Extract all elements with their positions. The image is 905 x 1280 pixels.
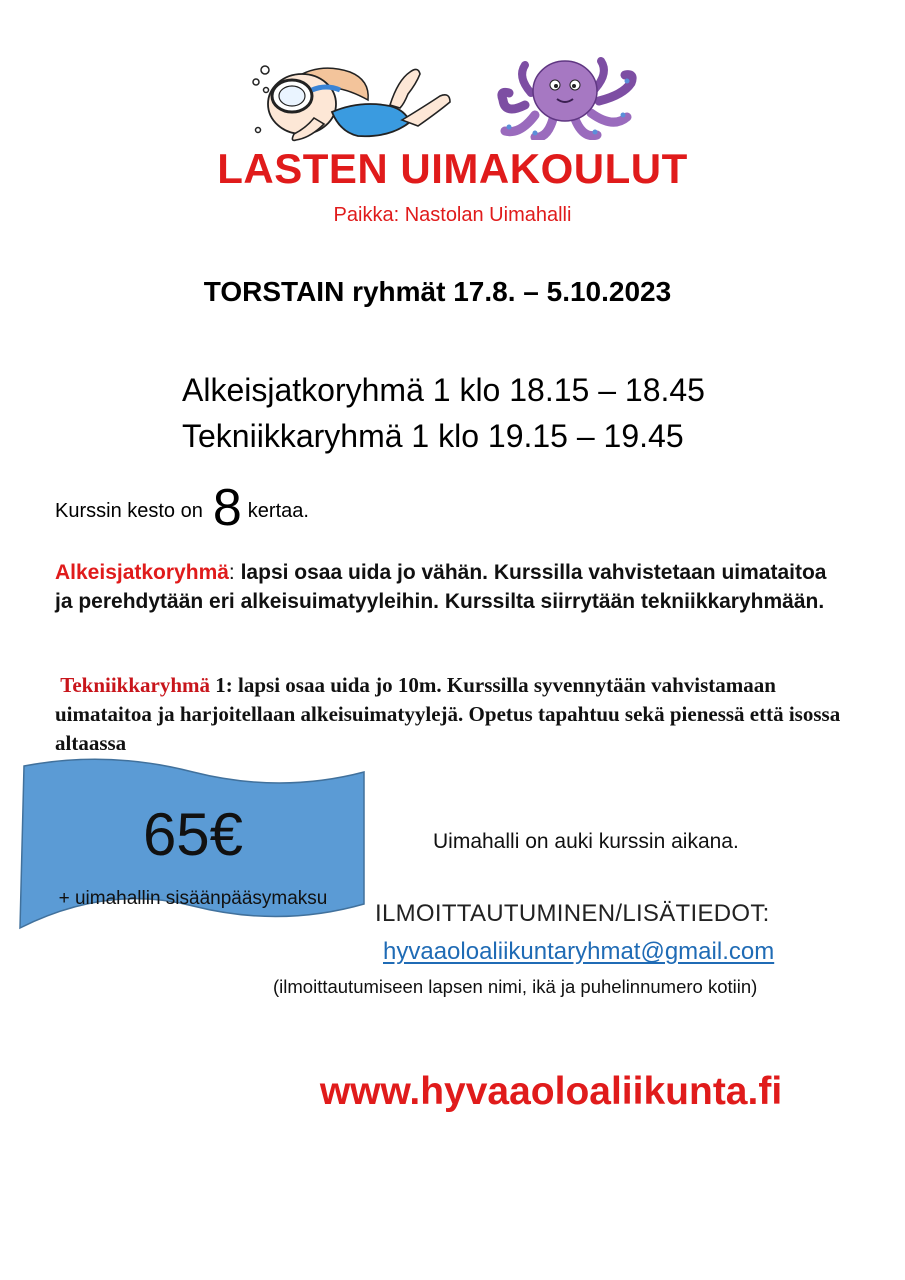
swimming-child-icon <box>240 60 455 145</box>
place-subtitle: Paikka: Nastolan Uimahalli <box>333 204 572 226</box>
beginner-colon: : <box>228 561 235 584</box>
registration-heading: ILMOITTAUTUMINEN/LISÄTIEDOT: <box>375 900 770 927</box>
technique-description <box>55 671 855 758</box>
duration-suffix: kertaa. <box>247 500 309 522</box>
price-value: 65€ <box>142 801 244 868</box>
schedule-group-technique: Tekniikkaryhmä 1 klo 19.15 – 19.45 <box>182 418 684 454</box>
page-title: LASTEN UIMAKOULUT <box>217 145 688 192</box>
schedule-heading: TORSTAIN ryhmät 17.8. – 5.10.2023 <box>203 276 672 307</box>
registration-note: (ilmoittautumiseen lapsen nimi, ikä ja puhelinnumero kotiin) <box>273 976 758 997</box>
price-banner <box>18 758 368 933</box>
beginner-description <box>55 558 845 616</box>
email-link[interactable]: hyvaaoloaliikuntaryhmat@gmail.com <box>383 938 775 965</box>
technique-text: 1: lapsi osaa uida jo 10m. Kurssilla syvennytään vahvistamaan uimataitoa ja harjoitellaan alkeisuimatyylejä. Opetus tapahtuu sekä pienessä että isossa altaassa <box>55 673 841 755</box>
beginner-group-name: Alkeisjatkoryhmä <box>55 561 229 584</box>
octopus-icon <box>495 55 640 140</box>
technique-group-name: Tekniikkaryhmä <box>60 673 211 697</box>
price-note: + uimahallin sisäänpääsymaksu <box>58 888 328 909</box>
duration-prefix: Kurssin kesto on <box>55 500 203 522</box>
duration-count: 8 <box>212 479 242 537</box>
beginner-text: lapsi osaa uida jo vähän. Kurssilla vahvistetaan uimataitoa ja perehdytään eri alkeisuimatyyleihin. Kurssilta siirrytään tekniikkaryhmään. <box>55 561 827 613</box>
opening-note: Uimahalli on auki kurssin aikana. <box>433 830 739 853</box>
website-link[interactable]: www.hyvaaoloaliikunta.fi <box>319 1070 783 1113</box>
schedule-group-beginner: Alkeisjatkoryhmä 1 klo 18.15 – 18.45 <box>182 372 705 408</box>
course-duration <box>55 478 309 538</box>
